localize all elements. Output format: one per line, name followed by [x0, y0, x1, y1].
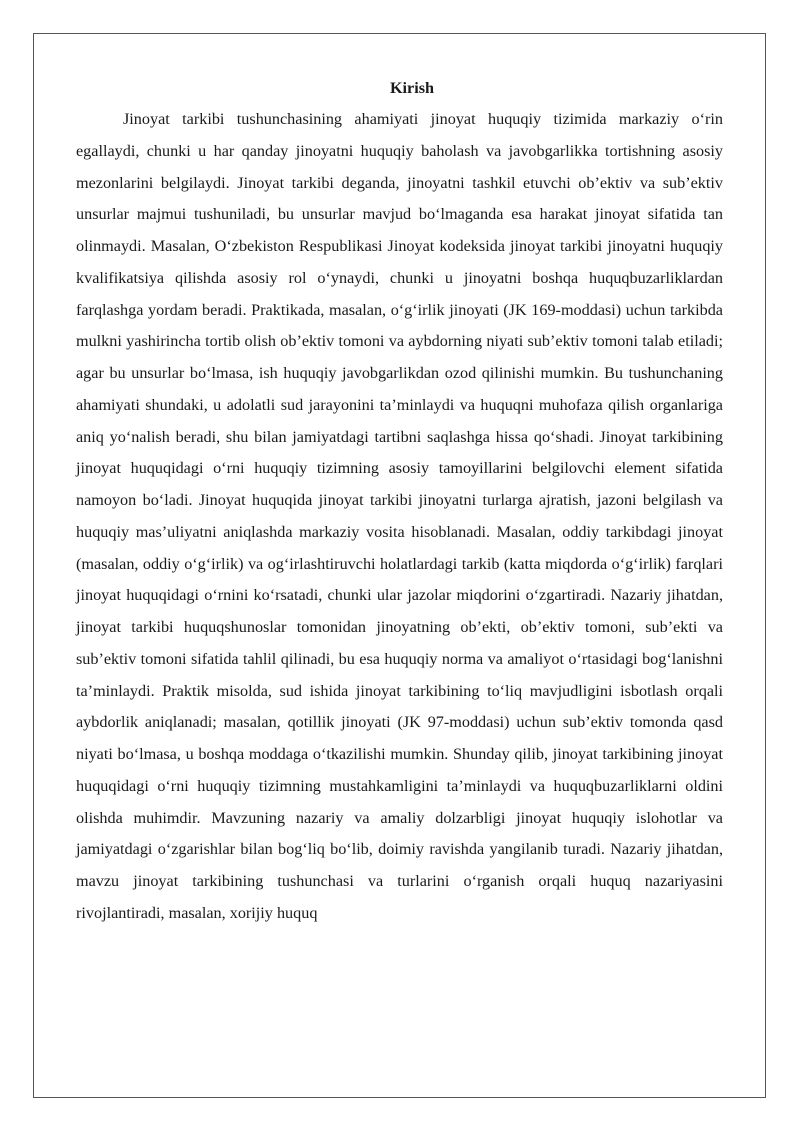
document-body — [76, 78, 723, 930]
page-border — [33, 33, 766, 1098]
document-title: Kirish — [389, 79, 435, 97]
body-paragraph: Jinoyat tarkibi tushunchasining ahamiyati jinoyat huquqiy tizimida markaziy o‘rin egallaydi, chunki u har qanday jinoyatni huquqiy baholash va javobgarlikka tortishning asosiy mezonlarini belgilaydi. Jinoyat tarkibi deganda, jinoyatni tashkil etuvchi ob’ektiv va sub’ektiv unsurlar majmui tushuniladi, bu unsurlar mavjud bo‘lmaganda esa harakat jinoyat sifatida tan olinmaydi. Masalan, O‘zbekiston Respublikasi Jinoyat kodeksida jinoyat tarkibi jinoyatni huquqiy kvalifikatsiya qilishda asosiy rol o‘ynaydi, chunki u jinoyatni boshqa huquqbuzarliklardan farqlashga yordam beradi. Praktikada, masalan, o‘g‘irlik jinoyati (JK 169-moddasi) uchun tarkibda mulkni yashirincha tortib olish ob’ektiv tomoni va aybdorning niyati sub’ektiv tomoni talab etiladi; agar bu unsurlar bo‘lmasa, ish huquqiy javobgarlikdan ozod qilinishi mumkin. Bu tushunchaning ahamiyati shundaki, u adolatli sud jarayonini ta’minlaydi va huquqni muhofaza qilish organlariga aniq yo‘nalish beradi, shu bilan jamiyatdagi tartibni saqlashga hissa qo‘shadi. Jinoyat tarkibining jinoyat huquqidagi o‘rni huquqiy tizimning asosiy tamoyillarini belgilovchi element sifatida namoyon bo‘ladi. Jinoyat huquqida jinoyat tarkibi jinoyatni turlarga ajratish, jazoni belgilash va huquqiy mas’uliyatni aniqlashda markaziy vosita hisoblanadi. Masalan, oddiy tarkibdagi jinoyat (masalan, oddiy o‘g‘irlik) va og‘irlashtiruvchi holatlardagi tarkib (katta miqdorda o‘g‘irlik) farqlari jinoyat huquqidagi o‘rnini ko‘rsatadi, chunki ular jazolar miqdorini o‘zgartiradi. Nazariy jihatdan, jinoyat tarkibi huquqshunoslar tomonidan jinoyatning ob’ekti, ob’ektiv tomoni, sub’ekti va sub’ektiv tomoni sifatida tahlil qilinadi, bu esa huquqiy norma va amaliyot o‘rtasidagi bog‘lanishni ta’minlaydi. Praktik misolda, sud ishida jinoyat tarkibining to‘liq mavjudligini isbotlash orqali aybdorlik aniqlanadi; masalan, qotillik jinoyati (JK 97-moddasi) uchun sub’ektiv tomonda qasd niyati bo‘lmasa, u boshqa moddaga o‘tkazilishi mumkin. Shunday qilib, jinoyat tarkibining jinoyat huquqidagi o‘rni huquqiy tizimning mustahkamligini ta’minlaydi va huquqbuzarliklarni oldini olishda muhimdir. Mavzuning nazariy va amaliy dolzarbligi jinoyat huquqiy islohotlar va jamiyatdagi o‘zgarishlar bilan bog‘liq bo‘lib, doimiy ravishda yangilanib turadi. Nazariy jihatdan, mavzu jinoyat tarkibining tushunchasi va turlarini o‘rganish orqali huquq nazariyasini rivojlantiradi, masalan, xorijiy huquq — [76, 110, 723, 922]
